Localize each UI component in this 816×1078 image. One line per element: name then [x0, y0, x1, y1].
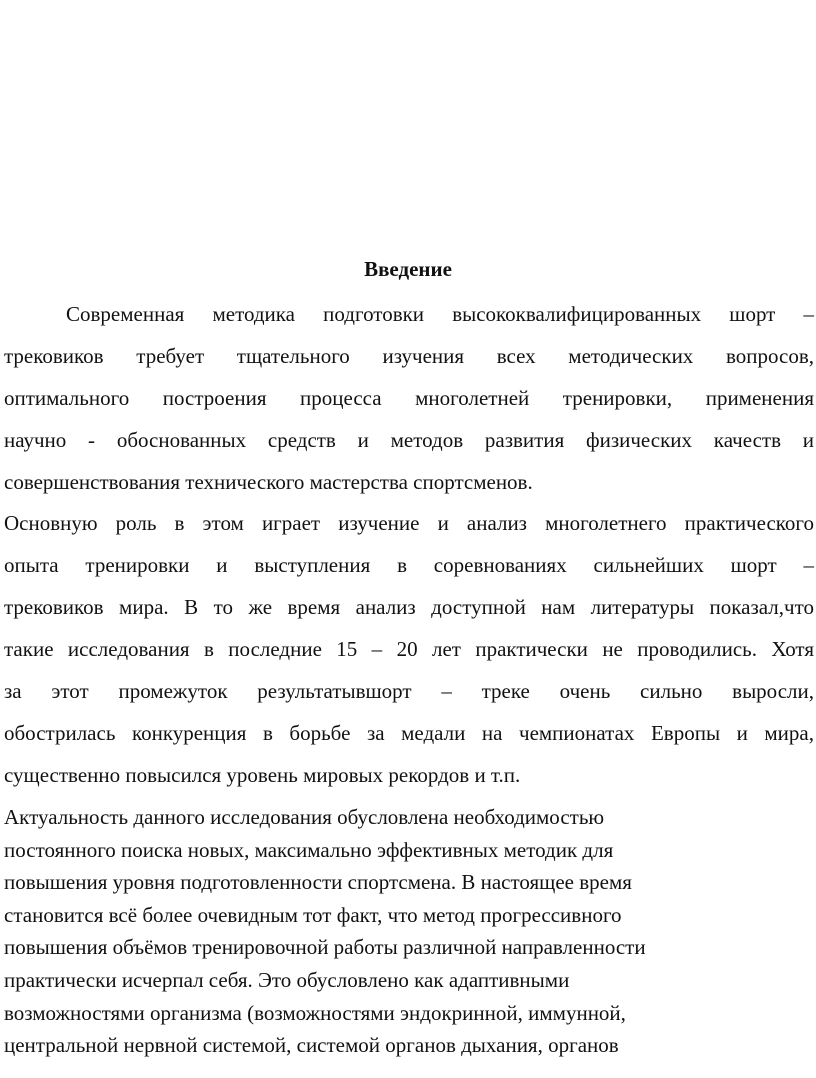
text-line: центральной нервной системой, системой органов дыхания, органов [4, 1033, 619, 1058]
section-heading: Введение [364, 257, 452, 281]
text-line: за этот промежуток результатывшорт – треке очень сильно выросли, [4, 679, 814, 703]
text-line: повышения уровня подготовленности спортсмена. В настоящее время [4, 870, 632, 895]
text-line: повышения объёмов тренировочной работы различной направленности [4, 935, 646, 960]
text-line: Основную роль в этом играет изучение и анализ многолетнего практического [4, 511, 814, 535]
text-line: такие исследования в последние 15 – 20 лет практически не проводились. Хотя [4, 637, 814, 661]
text-line: оптимального построения процесса многолетней тренировки, применения [4, 386, 814, 410]
text-line: опыта тренировки и выступления в соревнованиях сильнейших шорт – [4, 553, 814, 577]
text-line: постоянного поиска новых, максимально эффективных методик для [4, 837, 614, 862]
text-line: трековиков мира. В то же время анализ доступной нам литературы показал,что [4, 595, 814, 619]
paragraph-relevance [4, 801, 814, 1062]
text-line: обострилась конкуренция в борьбе за медали на чемпионатах Европы и мира, [4, 721, 814, 745]
text-line: становится всё более очевидным тот факт, что метод прогрессивного [4, 902, 622, 927]
text-line: Актуальность данного исследования обусловлена необходимостью [4, 805, 605, 829]
text-line: трековиков требует тщательного изучения всех методических вопросов, [4, 344, 814, 368]
text-line: существенно повысился уровень мировых рекордов и т.п. [4, 763, 521, 787]
text-line: Современная методика подготовки высококвалифицированных шорт – [66, 302, 814, 326]
paragraph-main-role [4, 502, 814, 796]
text-line: совершенствования технического мастерства спортсменов. [4, 470, 533, 494]
text-line: возможностями организма (возможностями эндокринной, иммунной, [4, 1000, 626, 1025]
text-line: научно - обоснованных средств и методов развития физических качеств и [4, 428, 814, 452]
text-line: практически исчерпал себя. Это обусловлено как адаптивными [4, 967, 570, 992]
paragraph-intro [4, 293, 814, 503]
